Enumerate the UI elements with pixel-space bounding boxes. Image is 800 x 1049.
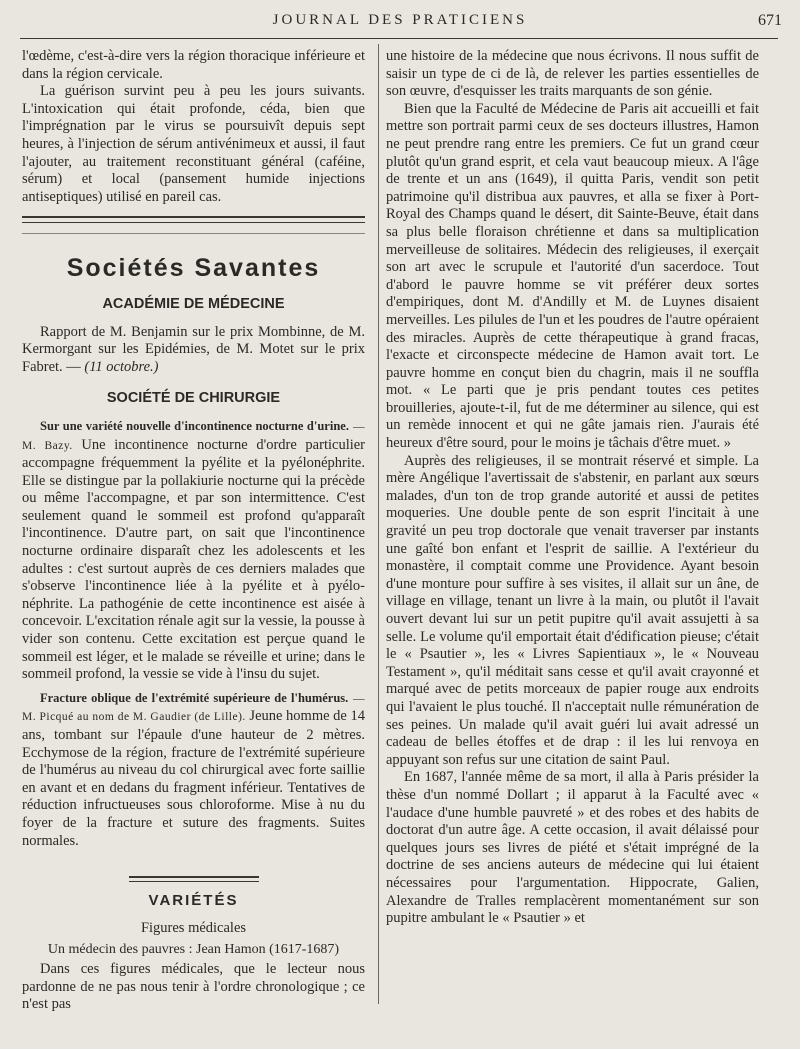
paragraph: l'œdème, c'est-à-dire vers la région thoracique inférieure et dans la région cervicale. (22, 48, 365, 82)
paragraph (22, 324, 365, 377)
paragraph: En 1687, l'année même de sa mort, il alla à Paris présider la thèse d'un nommé Dollart ; il apparut à la Faculté avec « l'audace d'une humble pauvreté » et des robes et des habits de doctorat d'un autre âge. A cette occasion, il avait délaissé pour quelques jours ses livres de piété et s'était imprégné de la doctrine de ses anciens auteurs de médecine qui lui étaient nécessaires pour l'argumentation. Hippocrate, Galien, Alexandre de Tralles remplacèrent momentanément sur son pupitre ambulant le « Psautier » et (386, 769, 759, 927)
paragraph: La guérison survint peu à peu les jours suivants. L'intoxication qui était profonde, céda, bien que l'imprégnation par le virus se poursuivît depuis sept heures, à l'injection de sérum antivénimeux et aussi, il faut l'ajouter, au traitement reconstituant général (caféine, sérum) et local (pansement humide injections antiseptiques) utilisé en pareil cas. (22, 83, 365, 205)
item-text: Une incontinence nocturne d'ordre particulier accompagne fréquemment la pyélite et la pyélonéphrite. Elle se distingue par la pollakiurie nocturne qui la précède ou même l'accompagne, et par son intermittence. C'est seulement quand le sommeil est profond qu'apparaît l'incontinence. D'autre part, on sait que l'incontinence nocturne ordinaire disparaît chez les adolescents et les adultes : c'est surtout auprès de ces derniers malades que s'observe l'incontinence liée à la pyélite et à pyélo-néphrite. La pathogénie de cette incontinence est aisée à concevoir. L'excitation rénale agit sur la vessie, la pousse à vider son contenu. Cette excitation est perçue quand le sommeil est léger, et le malade se réveille et urine; dans le sommeil profond, la vessie se vide à l'insu du sujet. (22, 436, 366, 683)
section-divider (22, 216, 365, 223)
academie-date: (11 octobre.) (84, 358, 159, 375)
item-author: — M. Picqué au nom de M. Gaudier (de Lille). (22, 692, 365, 724)
item-heading: Fracture oblique de l'extrémité supérieure de l'humérus. (40, 690, 349, 705)
paragraph (22, 690, 365, 850)
left-column (22, 48, 365, 1014)
varietes-rule (129, 876, 259, 882)
paragraph: une histoire de la médecine que nous écrivons. Il nous suffit de saisir un type de ci de là, de relever les parties essentielles de son œuvre, d'esquisser les traits marquants de son génie. (386, 48, 759, 100)
item-author: — M. Bazy. (22, 420, 366, 452)
article-heading: Figures médicales (140, 919, 247, 936)
item-text: Jeune homme de 14 ans, tombant sur l'épaule d'une hauteur de 2 mètres. Ecchymose de la région, fracture de l'extrémité supérieure de l'humérus au niveau du col chirurgical avec forte saillie en avant et en dedans du fragment inférieur. Tentatives de réduction infructueuses sous chloroforme. Mise à nu du foyer de la fracture et suture des fragments. Suites normales. (22, 708, 365, 849)
header-rule (20, 38, 778, 39)
running-title: JOURNAL DES PRATICIENS (272, 12, 528, 28)
paragraph: Bien que la Faculté de Médecine de Paris ait accueilli et fait mettre son portrait parmi ceux de ses docteurs illustres, Hamon ne peut prendre rang entre les premiers. Ce fut un grand cœur plutôt qu'un grand esprit, et cela vaut beaucoup mieux. A l'âge de trente et un ans (1649), il quitta Paris, vendit son petit patrimoine qu'il distribua aux pauvres, et alla se fixer à Port-Royal des Champs quand le désert, dit Sainte-Beuve, était dans sa plus belle floraison chrétienne et dans sa multiplication merveilleuse de solitaires. Médecin des religieuses, il exerçait son art avec le scrupule et l'autorité d'un sacerdoce. Tout d'abord le pauvre homme se vit préférer deux sortes d'empiriques, dont M. d'Andilly et M. de Luynes disaient merveilles. Les pilules de l'un et les poudres de l'autre opéraient des miracles. Auprès de cette thérapeutique à grand fracas, l'exacte et circonspecte médecine de Hamon avait tort. Le pauvre homme en conçut bien du chagrin, mais il ne souffla mot. « Le parti que je pris pendant toutes ces petites brouilleries, ajoute-t-il, fut de me déterminer au silence, qui est un remède innocent et qui ne gâte jamais rien. J'aurais été heureux d'être sourd, pour le moins je tâchais d'être muet. » (386, 100, 759, 452)
section-title: VARIÉTÉS (148, 892, 239, 910)
paragraph: Auprès des religieuses, il se montrait réservé et simple. La mère Angélique l'avertissait de s'abstenir, en parlant aux sœurs malades, d'un ton de trop grande autorité et aussi de petites moqueries. Une double pente de son esprit l'incitait à une gravité un peu trop doctorale que venait traverser par instants une gaîté bon enfant et l'esprit de saillie. A l'extérieur du monastère, il comptait comme une Providence. Ayant besoin d'une monture pour suffire à ses visites, il allait sur un âne, de village en village, tenant un livre à la main, ou plutôt il l'avait ouvert devant lui sur un petit pupitre qu'il avait assujetti à sa selle. Le volume qu'il emportait était d'édification pieuse; c'était le « Psautier », les « Livres Sapientiaux », le « Nouveau Testament », qu'il méditait sans cesse et qu'il avait crayonné et marqué avec de petits morceaux de papier rouge aux endroits qui l'avaient le plus touché. Il n'acceptait nulle rémunération de ses peines. Un malade qu'il avait guéri lui avait adressé un cadeau de belles étoffes et de drap : il les lui renvoya en appuyant son refus sur une citation de saint Paul. (386, 452, 759, 768)
article-subheading: Un médecin des pauvres : Jean Hamon (1617-1687) (47, 942, 340, 958)
section-title: Sociétés Savantes (66, 254, 321, 283)
academie-text: Rapport de M. Benjamin sur le prix Mombinne, de M. Kermorgant sur les Epidémies, de M. Motet sur le prix Fabret. — (22, 323, 365, 375)
subsection-heading: SOCIÉTÉ DE CHIRURGIE (106, 390, 281, 407)
column-divider (378, 44, 379, 1004)
page-number: 671 (758, 12, 782, 29)
item-heading: Sur une variété nouvelle d'incontinence nocturne d'urine. (40, 418, 349, 433)
right-column (386, 48, 759, 928)
paragraph (22, 418, 365, 684)
paragraph: Dans ces figures médicales, que le lecteur nous pardonne de ne pas nous tenir à l'ordre chronologique ; ce n'est pas (22, 960, 365, 1013)
subsection-heading: ACADÉMIE DE MÉDECINE (102, 295, 285, 312)
page-header (0, 10, 800, 36)
societes-savantes-section (22, 233, 365, 858)
